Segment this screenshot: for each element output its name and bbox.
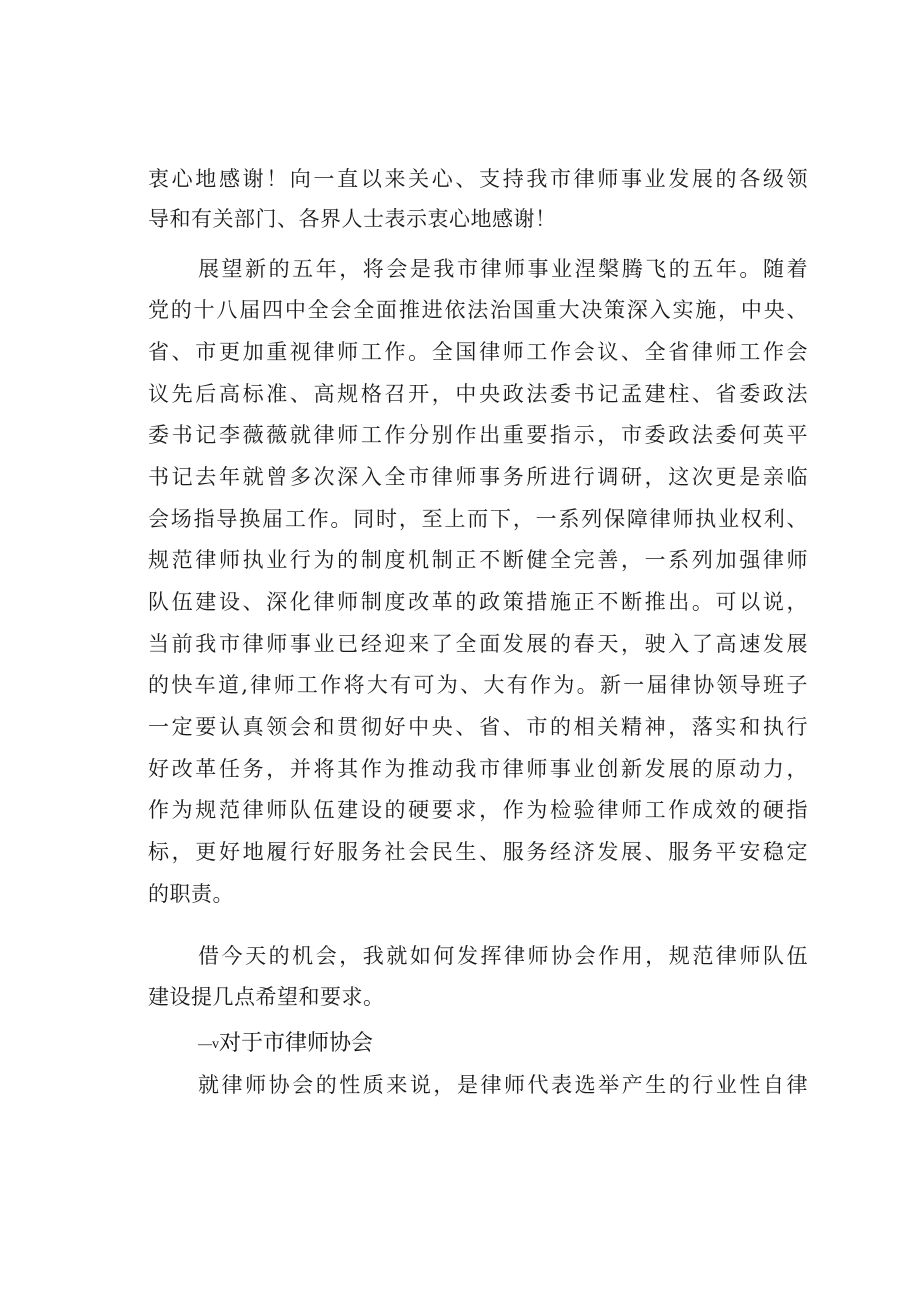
section-heading bbox=[198, 1028, 373, 1060]
paragraph-2-line-2: 党的十八届四中全会全面推进依法治国重大决策深入实施，中央、 bbox=[148, 298, 808, 322]
paragraph-3-line-1: 借今天的机会，我就如何发挥律师协会作用，规范律师队伍 bbox=[198, 944, 808, 968]
paragraph-2-line-10: 当前我市律师事业已经迎来了全面发展的春天，驶入了高速发展 bbox=[148, 632, 808, 656]
paragraph-2-line-6: 书记去年就曾多次深入全市律师事务所进行调研，这次更是亲临 bbox=[148, 465, 808, 489]
paragraph-2-line-12: 一定要认真领会和贯彻好中央、省、市的相关精神，落实和执行 bbox=[148, 715, 808, 739]
paragraph-3-line-2: 建设提几点希望和要求。 bbox=[148, 985, 385, 1009]
paragraph-2-line-11: 的快车道,律师工作将大有可为、大有作为。新一届律协领导班子 bbox=[148, 673, 808, 697]
paragraph-2-line-5: 委书记李薇薇就律师工作分别作出重要指示，市委政法委何英平 bbox=[148, 423, 808, 447]
paragraph-2-line-13: 好改革任务，并将其作为推动我市律师事业创新发展的原动力， bbox=[148, 757, 808, 781]
paragraph-2-line-4: 议先后高标准、高规格召开，中央政法委书记孟建柱、省委政法 bbox=[148, 382, 808, 406]
paragraph-2-line-16: 的职责。 bbox=[148, 882, 234, 906]
paragraph-2-line-14: 作为规范律师队伍建设的硬要求，作为检验律师工作成效的硬指 bbox=[148, 798, 808, 822]
paragraph-2-line-7: 会场指导换届工作。同时，至上而下，一系列保障律师执业权利、 bbox=[148, 507, 808, 531]
paragraph-2-line-1: 展望新的五年，将会是我市律师事业涅槃腾飞的五年。随着 bbox=[198, 257, 808, 281]
paragraph-2-line-9: 队伍建设、深化律师制度改革的政策措施正不断推出。可以说， bbox=[148, 590, 808, 614]
section-heading-title: 对于市律师协会 bbox=[219, 1031, 374, 1056]
paragraph-1-line-2: 导和有关部门、各界人士表示衷心地感谢！ bbox=[148, 207, 557, 231]
paragraph-2-line-8: 规范律师执业行为的制度机制正不断健全完善，一系列加强律师 bbox=[148, 548, 808, 572]
paragraph-2-line-15: 标，更好地履行好服务社会民生、服务经济发展、服务平安稳定 bbox=[148, 840, 808, 864]
section-heading-marker: —v bbox=[198, 1037, 219, 1052]
paragraph-2-line-3: 省、市更加重视律师工作。全国律师工作会议、全省律师工作会 bbox=[148, 340, 808, 364]
paragraph-1-line-1: 衷心地感谢！向一直以来关心、支持我市律师事业发展的各级领 bbox=[148, 167, 808, 191]
paragraph-4-line-1: 就律师协会的性质来说，是律师代表选举产生的行业性自律 bbox=[198, 1073, 808, 1097]
